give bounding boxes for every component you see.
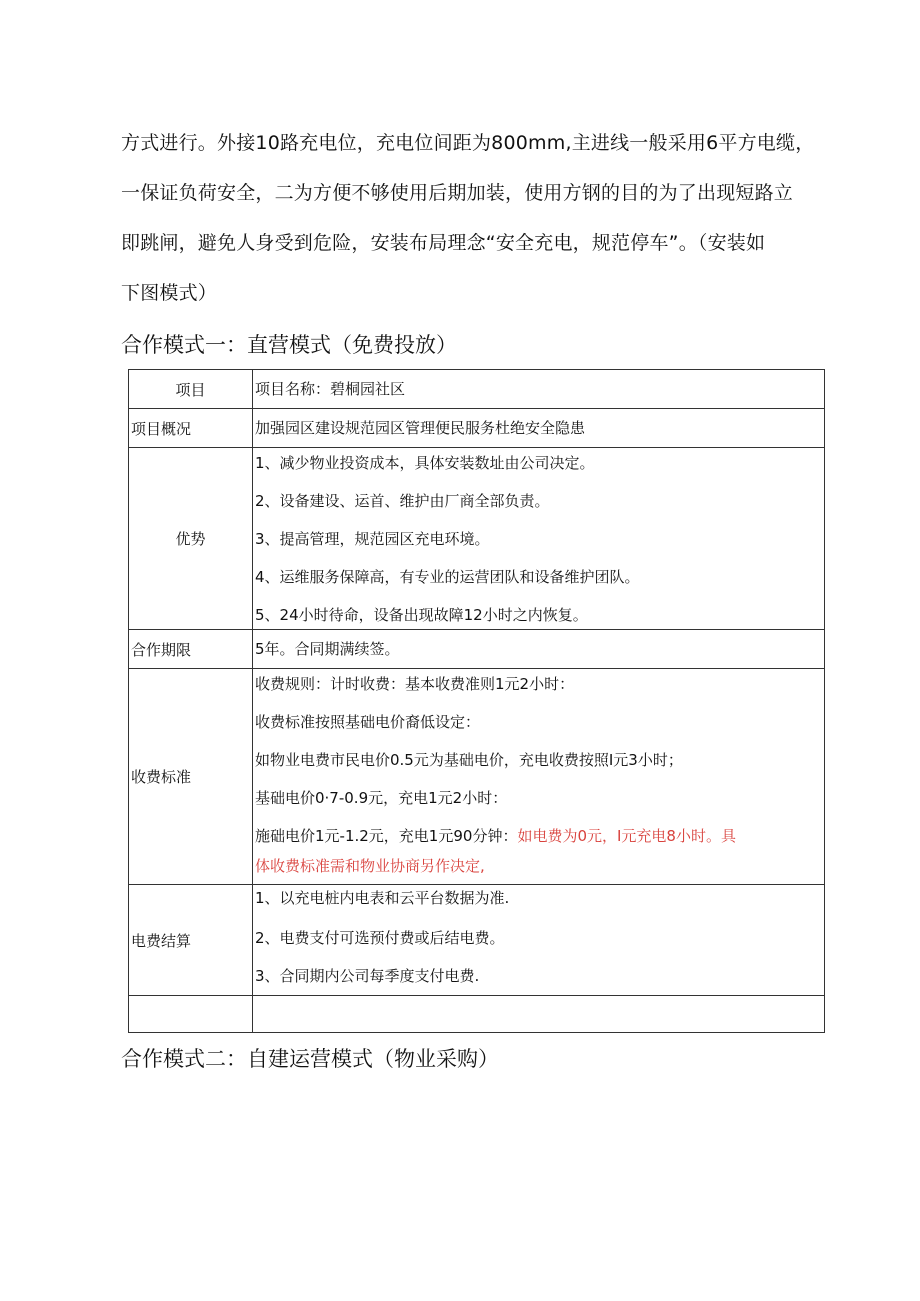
table-row-project <box>129 370 825 409</box>
fee-line-mixed <box>255 821 824 851</box>
list-item: 4、运维服务保障高，有专业的运营团队和设备维护团队。 <box>255 568 640 586</box>
list-item: 5、24小时待命，设备出现故障12小时之内恢复。 <box>255 606 588 624</box>
table-row-fee <box>129 669 825 885</box>
row-label: 收费标准 <box>129 669 253 885</box>
list-item: 1、以充电桩内电表和云平台数据为准. <box>255 889 510 907</box>
fee-line: 收费标准按照基础电价裔低设定： <box>255 713 481 731</box>
list-item: 2、设备建设、运首、维护由厂商全部负责。 <box>255 492 550 510</box>
table-row-advantage <box>129 448 825 630</box>
term-text: 5年。合同期满续签。 <box>255 640 400 658</box>
list-item: 3、合同期内公司每季度支付电费. <box>255 967 480 985</box>
row-label: 项目概况 <box>129 409 253 448</box>
intro-line: 方式进行。外接10路充电位，充电位间距为800mm,主进线一般采用6平方电缆， <box>121 132 815 154</box>
fee-line-black: 施础电价1元-1.2元，充电1元90分钟： <box>255 827 518 845</box>
fee-line-red: 如电费为0元，I元充电8小时。具 <box>517 827 736 845</box>
project-name: 项目名称：碧桐园社区 <box>255 380 406 398</box>
intro-line: 一保证负荷安全，二为方便不够使用后期加装，使用方钢的目的为了出现短路立 <box>121 182 794 204</box>
fee-line: 收费规则：计时收费：基本收费准则1元2小时： <box>255 675 575 693</box>
fee-line: 基础电价0·7-0.9元，充电1元2小时： <box>255 789 508 807</box>
cooperation-table <box>128 369 825 1033</box>
overview-text: 加强园区建设规范园区管理便民服务杜绝安全隐患 <box>255 419 586 437</box>
empty-cell <box>253 996 825 1033</box>
intro-line: 下图模式） <box>121 282 218 304</box>
section-heading-mode1: 合作模式一：直营模式（免费投放） <box>121 333 457 357</box>
list-item: 2、电费支付可选预付费或后结电费。 <box>255 929 505 947</box>
intro-paragraph <box>121 118 841 318</box>
fee-line-red-continuation: 体收费标准需和物业协商另作决定, <box>255 857 485 875</box>
table-row-settlement <box>129 885 825 996</box>
table-row-empty <box>129 996 825 1033</box>
row-label: 电费结算 <box>129 885 253 996</box>
table-row-term <box>129 630 825 669</box>
section-heading-mode2: 合作模式二：自建运营模式（物业采购） <box>121 1047 499 1071</box>
row-label: 优势 <box>129 448 253 630</box>
list-item: 1、减少物业投资成本，具体安装数址由公司决定。 <box>255 454 595 472</box>
empty-cell <box>129 996 253 1033</box>
row-label: 项目 <box>129 370 253 409</box>
intro-line: 即跳闸，避免人身受到危险，安装布局理念“安全充电，规范停车”。（安装如 <box>121 232 766 254</box>
list-item: 3、提高管理，规范园区充电环境。 <box>255 530 490 548</box>
row-label: 合作期限 <box>129 630 253 669</box>
table-row-overview <box>129 409 825 448</box>
fee-line: 如物业电费市民电价0.5元为基础电价，充电收费按照I元3小时； <box>255 751 683 769</box>
